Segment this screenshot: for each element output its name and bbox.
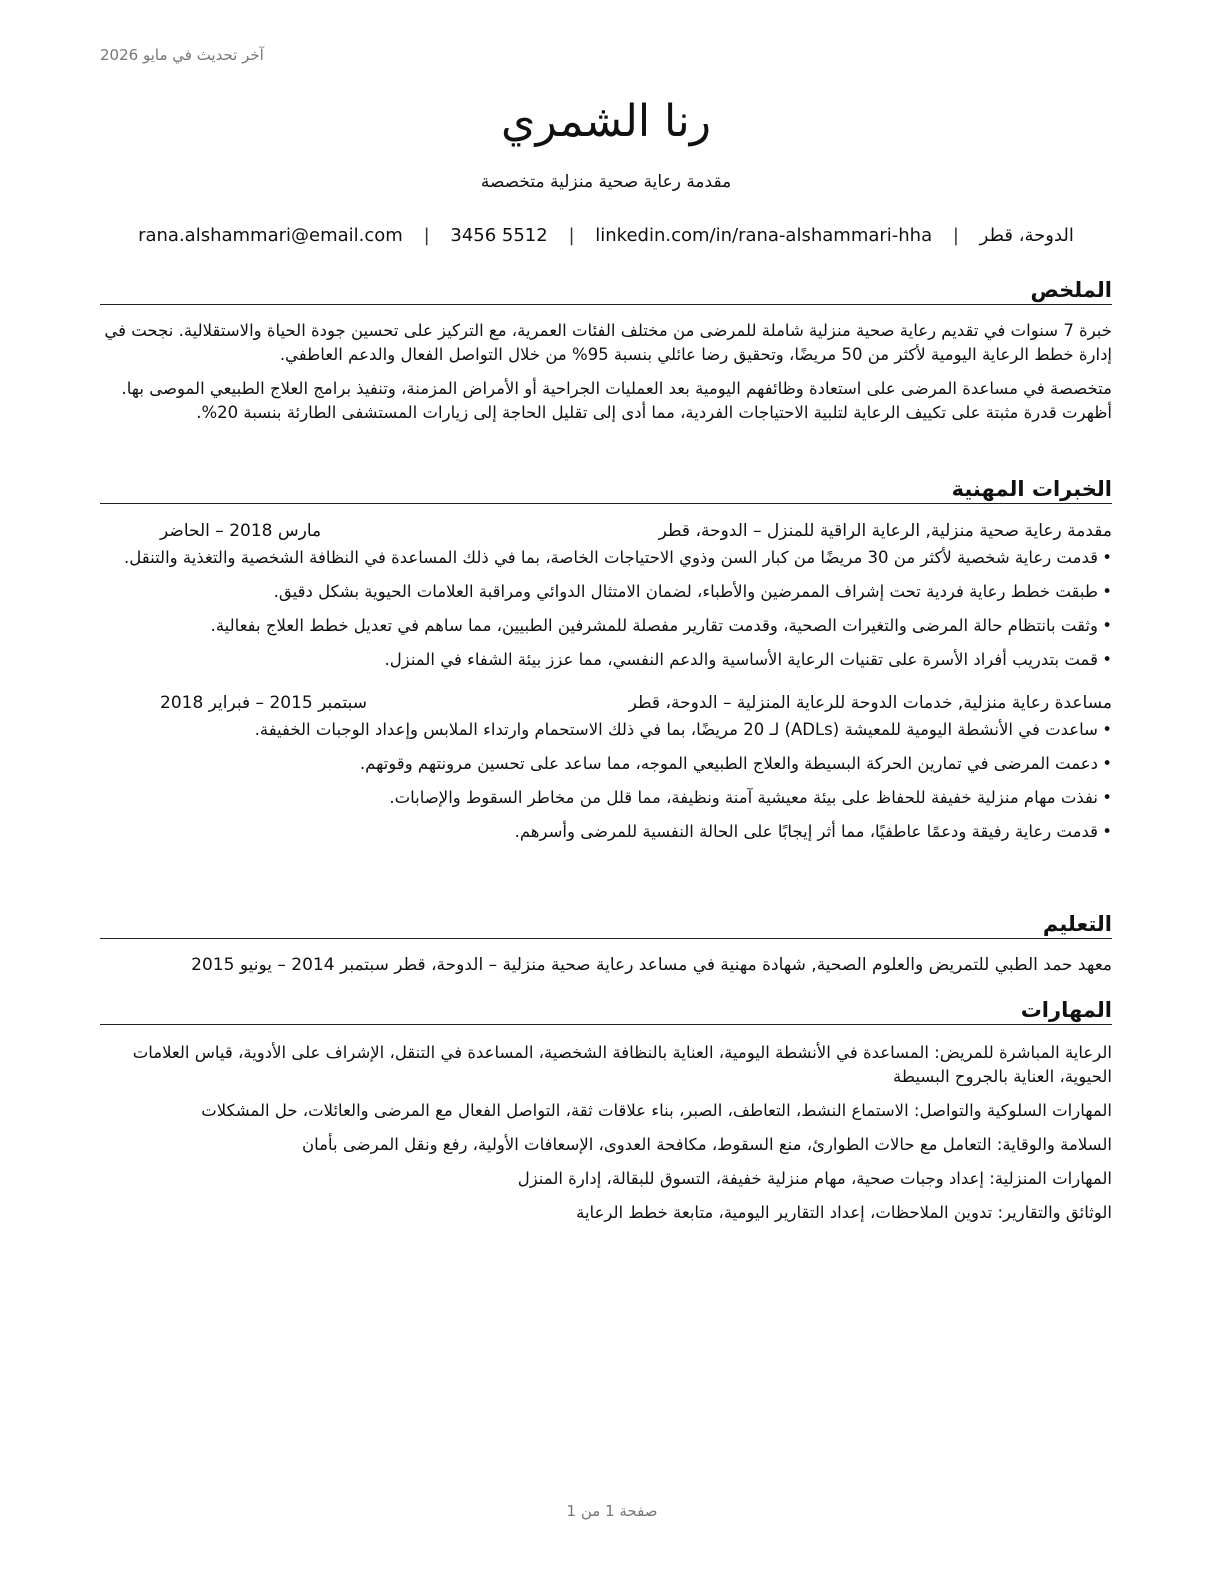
contact-linkedin[interactable]: linkedin.com/in/rana-alshammari-hha bbox=[595, 225, 933, 246]
job-header bbox=[100, 518, 1112, 544]
skill-item: المهارات السلوكية والتواصل: الاستماع النشط، التعاطف، الصبر، بناء علاقات ثقة، التواصل الفعال مع المرضى والعائلات، حل المشكلات bbox=[201, 1101, 1112, 1120]
skills-section bbox=[100, 996, 1112, 1235]
summary-section bbox=[100, 276, 1112, 425]
skills-list bbox=[100, 1041, 1112, 1225]
skill-item: الوثائق والتقارير: تدوين الملاحظات، إعداد التقارير اليومية، متابعة خطط الرعاية bbox=[576, 1203, 1112, 1222]
section-heading-experience: الخبرات المهنية bbox=[100, 475, 1112, 504]
job-bullet: • قدمت رعاية رفيقة ودعمًا عاطفيًا، مما أثر إيجابًا على الحالة النفسية للمرضى وأسرهم. bbox=[514, 822, 1112, 841]
job-header bbox=[100, 690, 1112, 716]
summary-paragraph: خبرة 7 سنوات في تقديم رعاية صحية منزلية شاملة للمرضى من مختلف الفئات العمرية، مع التركيز على تحسين جودة الحياة والاستقلالية. نجحت في إدارة خطط الرعاية اليومية لأكثر من 50 مريضًا، وتحقيق رضا عائلي بنسبة 95% من خلال التواصل الفعال والدعم العاطفي. bbox=[104, 321, 1112, 364]
job-role: مساعدة رعاية منزلية, خدمات الدوحة للرعاية المنزلية – الدوحة، قطر bbox=[628, 693, 1112, 713]
contact-separator: | bbox=[423, 225, 430, 246]
job-bullet: • قدمت رعاية شخصية لأكثر من 30 مريضًا من كبار السن وذوي الاحتياجات الخاصة، بما في ذلك المساعدة في النظافة الشخصية والتغذية والتنقل. bbox=[124, 548, 1112, 567]
contact-line bbox=[100, 223, 1112, 249]
section-heading-skills: المهارات bbox=[100, 996, 1112, 1025]
summary-paragraph: متخصصة في مساعدة المرضى على استعادة وظائفهم اليومية بعد العمليات الجراحية أو الأمراض المزمنة، وتنفيذ برامج العلاج الطبيعي الموصى بها. أظهرت قدرة مثبتة على تكييف الرعاية لتلبية الاحتياجات الفردية، مما أدى إلى تقليل الحاجة إلى زيارات المستشفى الطارئة بنسبة 20%. bbox=[121, 379, 1112, 422]
job-bullets bbox=[100, 546, 1112, 672]
job-bullet: • وثقت بانتظام حالة المرضى والتغيرات الصحية، وقدمت تقارير مفصلة للمشرفين الطبيين، مما ساهم في تعديل خطط العلاج بفعالية. bbox=[210, 616, 1112, 635]
job-bullet: • طبقت خطط رعاية فردية تحت إشراف الممرضين والأطباء، لضمان الامتثال الدوائي ومراقبة العلامات الحيوية بشكل دقيق. bbox=[273, 582, 1112, 601]
skill-item: السلامة والوقاية: التعامل مع حالات الطوارئ، منع السقوط، مكافحة العدوى، الإسعافات الأولية، رفع ونقل المرضى بأمان bbox=[302, 1135, 1112, 1154]
skill-item: الرعاية المباشرة للمريض: المساعدة في الأنشطة اليومية، العناية بالنظافة الشخصية، المساعدة في التنقل، الإشراف على الأدوية، قياس العلامات الحيوية، العناية بالجروح البسيطة bbox=[132, 1043, 1112, 1086]
skill-item: المهارات المنزلية: إعداد وجبات صحية، مهام منزلية خفيفة، التسوق للبقالة، إدارة المنزل bbox=[517, 1169, 1112, 1188]
job-bullet: • نفذت مهام منزلية خفيفة للحفاظ على بيئة معيشية آمنة ونظيفة، مما قلل من مخاطر السقوط والإصابات. bbox=[389, 788, 1112, 807]
job-bullets bbox=[100, 718, 1112, 844]
job-role: مقدمة رعاية صحية منزلية, الرعاية الراقية للمنزل – الدوحة، قطر bbox=[658, 521, 1112, 541]
candidate-name: رنا الشمري bbox=[501, 96, 711, 147]
section-heading-education: التعليم bbox=[100, 910, 1112, 939]
section-heading-summary: الملخص bbox=[100, 276, 1112, 305]
job-bullet: • قمت بتدريب أفراد الأسرة على تقنيات الرعاية الأساسية والدعم النفسي، مما عزز بيئة الشفاء في المنزل. bbox=[384, 650, 1112, 669]
contact-phone[interactable]: 3456 5512 bbox=[450, 225, 548, 246]
job-bullet: • ساعدت في الأنشطة اليومية للمعيشة (ADLs) لـ 20 مريضًا، بما في ذلك الاستحمام وارتداء الملابس وإعداد الوجبات الخفيفة. bbox=[254, 720, 1112, 739]
job-entry bbox=[100, 690, 1112, 844]
education-section bbox=[100, 910, 1112, 977]
candidate-title: مقدمة رعاية صحية منزلية متخصصة bbox=[480, 172, 732, 192]
job-entry bbox=[100, 518, 1112, 672]
job-dates: مارس 2018 – الحاضر bbox=[160, 521, 322, 541]
last-updated: آخر تحديث في مايو 2026 bbox=[100, 46, 264, 64]
job-dates: سبتمبر 2015 – فبراير 2018 bbox=[160, 693, 367, 713]
resume-page bbox=[100, 0, 1112, 1584]
education-entry: معهد حمد الطبي للتمريض والعلوم الصحية, شهادة مهنية في مساعد رعاية صحية منزلية – الدوحة، قطر سبتمبر 2014 – يونيو 2015 bbox=[191, 955, 1112, 975]
job-bullet: • دعمت المرضى في تمارين الحركة البسيطة والعلاج الطبيعي الموجه، مما ساعد على تحسين مرونتهم وقوتهم. bbox=[359, 754, 1112, 773]
contact-email[interactable]: rana.alshammari@email.com bbox=[138, 225, 403, 246]
experience-section bbox=[100, 475, 1112, 854]
page-number: صفحة 1 من 1 bbox=[566, 1502, 658, 1520]
contact-separator: | bbox=[568, 225, 575, 246]
contact-location: الدوحة، قطر bbox=[979, 225, 1074, 246]
contact-separator: | bbox=[952, 225, 959, 246]
